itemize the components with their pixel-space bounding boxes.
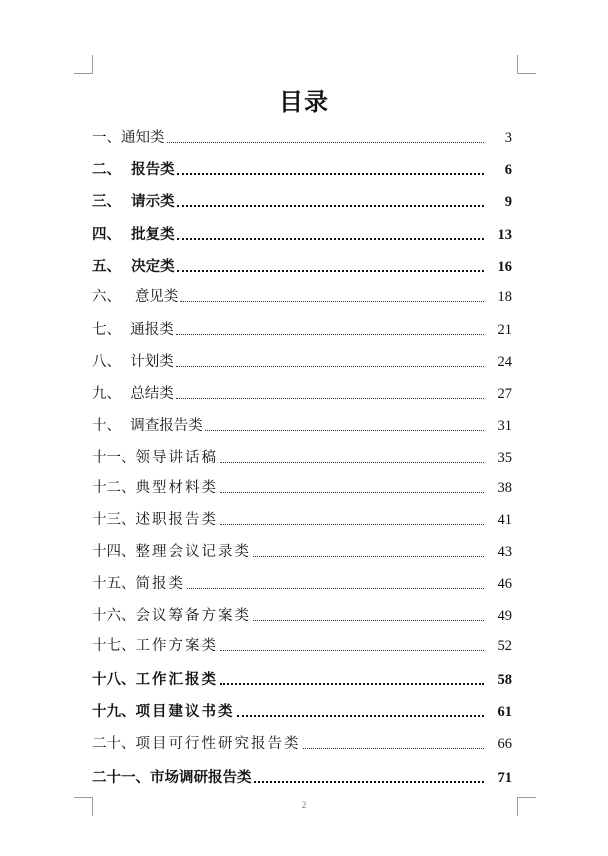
toc-entry-page: 61 [497,704,512,720]
toc-entry-label: 报告类 [131,162,175,178]
toc-leader-dots [177,269,484,272]
toc-entry-number: 九、 [92,386,131,402]
toc-entry-label: 工作汇报类 [135,672,218,688]
toc-entry-number: 三、 [92,194,132,210]
toc-entry-label: 典型材料类 [135,480,218,496]
toc-entry-page: 18 [497,289,512,305]
toc-entry-page: 24 [497,354,512,370]
toc-entry[interactable] [92,412,512,436]
toc-entry-page: 46 [497,576,512,592]
toc-entry-number: 十一、 [92,450,136,466]
toc-entry-number: 八、 [92,354,131,370]
toc-entry[interactable] [92,156,512,180]
toc-leader-dots [254,780,485,783]
toc-leader-dots [220,461,484,463]
page-title: 目录 [279,88,329,116]
toc-entry-number: 十三、 [92,512,136,528]
toc-entry-page: 3 [504,130,512,146]
toc-entry[interactable] [92,730,512,754]
toc-leader-dots [177,172,484,175]
toc-entry-label: 请示类 [131,194,175,210]
toc-entry-label: 领导讲话稿 [135,450,218,466]
toc-entry[interactable] [92,632,512,656]
toc-entry-label: 工作方案类 [135,638,218,654]
toc-entry-page: 31 [497,418,512,434]
toc-entry[interactable] [92,221,512,245]
toc-leader-dots [176,397,484,399]
toc-entry-number: 二十一、 [92,770,150,786]
toc-entry-page: 13 [497,227,512,243]
toc-entry-number: 十五、 [92,576,136,592]
toc-leader-dots [253,619,484,621]
toc-entry[interactable] [92,348,512,372]
toc-entry-label: 项目可行性研究报告类 [135,736,301,752]
toc-leader-dots [177,237,484,240]
toc-entry[interactable] [92,188,512,212]
toc-entry[interactable] [92,570,512,594]
toc-entry-label: 会议筹备方案类 [135,608,251,624]
toc-entry[interactable] [92,764,512,788]
toc-leader-dots [167,141,485,143]
toc-entry-number: 二十、 [92,736,136,752]
toc-leader-dots [176,333,484,335]
toc-entry-label: 决定类 [131,259,175,275]
toc-leader-dots [220,523,484,525]
toc-entry-page: 58 [497,672,512,688]
toc-entry[interactable] [92,444,512,468]
toc-entry-page: 66 [497,736,512,752]
toc-entry[interactable] [92,380,512,404]
footer-page-number: 2 [301,800,307,810]
crop-mark-top-left [74,55,93,74]
toc-entry[interactable] [92,124,512,148]
crop-mark-top-right [517,55,536,74]
toc-entry-page: 71 [497,770,512,786]
toc-entry-number: 六、 [92,289,135,305]
toc-entry-number: 十七、 [92,638,136,654]
toc-entry-page: 21 [497,322,512,338]
toc-entry-label: 计划类 [130,354,174,370]
toc-entry[interactable] [92,283,512,307]
toc-entry[interactable] [92,666,512,690]
toc-leader-dots [180,300,484,302]
toc-entry-number: 二、 [92,162,132,178]
toc-entry-label: 调查报告类 [130,418,203,434]
toc-entry-label: 批复类 [131,227,175,243]
toc-leader-dots [220,682,484,685]
toc-entry-number: 十六、 [92,608,136,624]
toc-entry-page: 9 [504,194,512,210]
toc-leader-dots [303,747,485,749]
toc-entry-label: 总结类 [130,386,174,402]
toc-entry[interactable] [92,253,512,277]
toc-leader-dots [187,587,484,589]
toc-entry-label: 通知类 [121,130,165,146]
toc-entry-number: 十、 [92,418,131,434]
toc-entry-label: 述职报告类 [135,512,218,528]
toc-leader-dots [253,555,484,557]
toc-entry-number: 一、 [92,130,121,146]
toc-entry[interactable] [92,698,512,722]
toc-entry-label: 意见类 [134,289,179,305]
toc-entry-page: 43 [497,544,512,560]
toc-leader-dots [176,365,484,367]
toc-leader-dots [205,429,484,431]
toc-entry-label: 市场调研报告类 [150,770,252,786]
toc-entry-page: 41 [497,512,512,528]
toc-entry[interactable] [92,538,512,562]
toc-entry-number: 七、 [92,322,131,338]
toc-entry-page: 27 [497,386,512,402]
toc-entry-number: 十八、 [92,672,136,688]
toc-entry-label: 通报类 [130,322,174,338]
toc-entry-number: 十九、 [92,704,136,720]
toc-entry-page: 16 [497,259,512,275]
toc-entry-label: 项目建议书类 [135,704,235,720]
toc-entry-page: 35 [497,450,512,466]
toc-entry-number: 十二、 [92,480,136,496]
toc-entry-label: 整理会议记录类 [135,544,251,560]
toc-entry-page: 6 [504,162,512,178]
toc-entry[interactable] [92,316,512,340]
toc-entry-page: 52 [497,638,512,654]
toc-entry-page: 38 [497,480,512,496]
toc-entry-page: 49 [497,608,512,624]
toc-entry[interactable] [92,474,512,498]
toc-leader-dots [237,714,485,717]
toc-entry-number: 四、 [92,227,132,243]
toc-entry[interactable] [92,602,512,626]
toc-entry-label: 简报类 [135,576,185,592]
toc-entry-number: 五、 [92,259,132,275]
toc-leader-dots [220,491,484,493]
toc-entry-number: 十四、 [92,544,136,560]
toc-entry[interactable] [92,506,512,530]
toc-leader-dots [177,204,484,207]
toc-leader-dots [220,649,484,651]
